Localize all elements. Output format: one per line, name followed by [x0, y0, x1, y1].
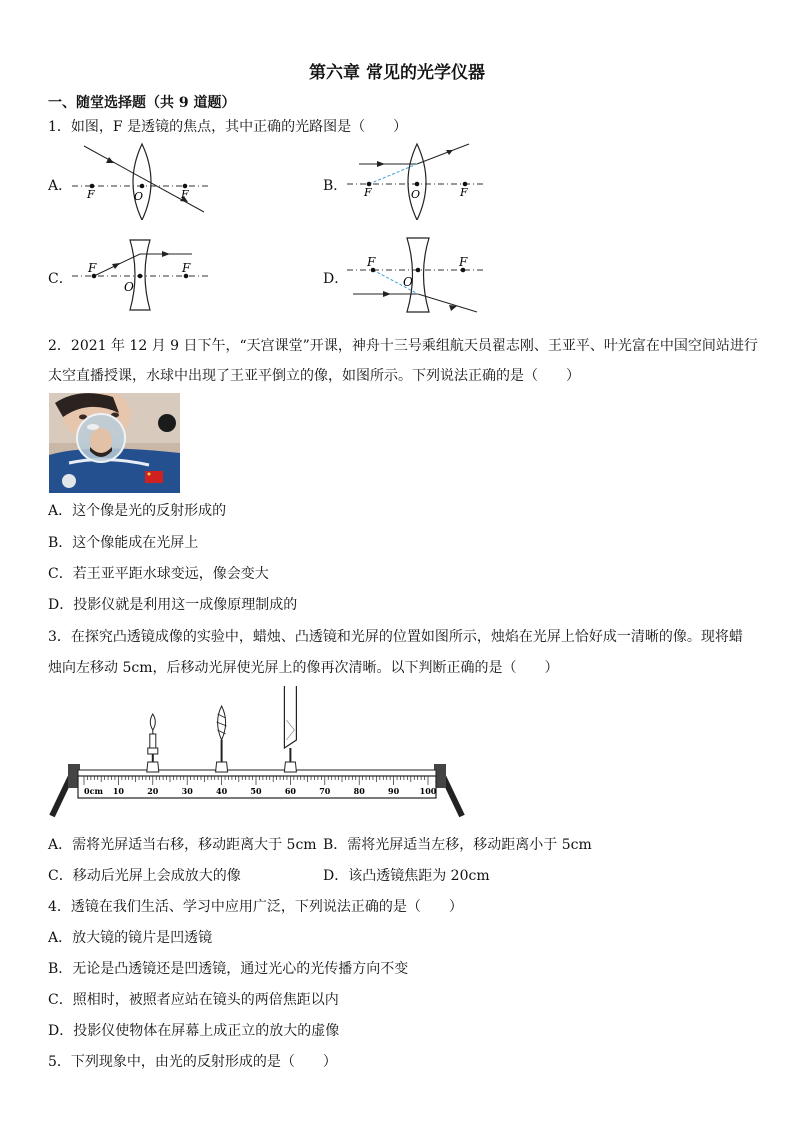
focus-label: F	[181, 188, 189, 201]
q4-option-d: D．投影仪使物体在屏幕上成正立的放大的虚像	[48, 1023, 340, 1039]
focus-label: F	[88, 261, 97, 275]
convex-lens	[133, 144, 151, 220]
ruler-label: 40	[216, 786, 228, 796]
ruler-label: 100	[419, 786, 437, 796]
ruler-label: 80	[353, 786, 365, 796]
focus-label: F	[460, 186, 468, 199]
q3-option-c: C．移动后光屏上会成放大的像	[48, 868, 241, 884]
arrow-icon	[106, 157, 114, 163]
light-ray	[417, 144, 469, 164]
candle	[147, 714, 159, 772]
question-4-stem: 4．透镜在我们生活、学习中应用广泛，下列说法正确的是（ ）	[48, 899, 463, 915]
q1-option-a-label: A．	[48, 178, 73, 194]
q1-diagram-c	[70, 232, 220, 312]
q1-option-d-label: D．	[323, 271, 349, 287]
optical-center	[415, 182, 420, 187]
center-label: O	[124, 280, 134, 294]
ruler-label: 50	[250, 786, 262, 796]
q3-option-d: D．该凸透镜焦距为 20cm	[323, 868, 490, 884]
ruler-label: 70	[319, 786, 331, 796]
optical-center	[416, 268, 421, 273]
light-screen	[284, 686, 296, 772]
question-2-stem-line2: 太空直播授课，水球中出现了王亚平倒立的像，如图所示。下列说法正确的是（ ）	[48, 368, 580, 384]
q1-diagram-a	[70, 140, 220, 220]
q3-option-a: A．需将光屏适当右移，移动距离大于 5cm	[48, 837, 317, 853]
focus-label: F	[364, 186, 372, 199]
question-2-stem-line1: 2．2021 年 12 月 9 日下午，“天宫课堂”开课，神舟十三号乘组航天员翟志刚、王亚平、叶光富在中国空间站进行	[48, 338, 758, 354]
q2-option-b: B．这个像能成在光屏上	[48, 535, 199, 551]
q1-option-b-label: B．	[323, 178, 348, 194]
center-label: O	[134, 190, 144, 203]
optical-center	[138, 274, 143, 279]
convex-lens-holder	[216, 706, 228, 772]
ruler-label: 60	[284, 786, 296, 796]
focus-label: F	[87, 188, 95, 201]
ruler-label: 10	[112, 786, 124, 796]
page-title: 第六章 常见的光学仪器	[309, 63, 485, 83]
focus-label: F	[459, 255, 468, 269]
q1-option-c-label: C．	[48, 271, 73, 287]
q2-option-a: A．这个像是光的反射形成的	[48, 503, 227, 519]
q4-option-a: A．放大镜的镜片是凹透镜	[48, 930, 213, 946]
ruler-label: 20	[147, 786, 159, 796]
ruler-label: 30	[181, 786, 193, 796]
focus-label: F	[182, 261, 191, 275]
arrow-icon	[112, 263, 120, 269]
q1-diagram-b	[345, 140, 495, 220]
optical-bench-diagram	[48, 686, 478, 822]
question-1-stem: 1．如图，F 是透镜的焦点，其中正确的光路图是（ ）	[48, 119, 408, 135]
q2-option-c: C．若王亚平距水球变远，像会变大	[48, 566, 269, 582]
light-ray	[84, 146, 204, 212]
arrow-icon	[162, 251, 170, 257]
ruler-label: 0cm	[84, 786, 103, 796]
focus-label: F	[367, 255, 376, 269]
optical-center	[140, 184, 145, 189]
ruler-label: 90	[388, 786, 400, 796]
center-label: O	[411, 188, 421, 201]
question-3-stem-line1: 3．在探究凸透镜成像的实验中，蜡烛、凸透镜和光屏的位置如图所示，烛焰在光屏上恰好成一清晰的像。现将蜡	[48, 629, 743, 645]
center-label: O	[403, 275, 413, 289]
arrow-icon	[377, 161, 385, 167]
question-5-stem: 5．下列现象中，由光的反射形成的是（ ）	[48, 1054, 337, 1070]
arrow-icon	[449, 305, 457, 311]
section-heading: 一、随堂选择题（共 9 道题）	[48, 95, 236, 111]
q3-option-b: B．需将光屏适当左移，移动距离小于 5cm	[323, 837, 592, 853]
bench-rail	[78, 770, 436, 776]
q2-option-d: D．投影仪就是利用这一成像原理制成的	[48, 597, 298, 613]
q4-option-b: B．无论是凸透镜还是凹透镜，通过光心的光传播方向不变	[48, 961, 409, 977]
question-3-stem-line2: 烛向左移动 5cm，后移动光屏使光屏上的像再次清晰。以下判断正确的是（ ）	[48, 660, 559, 676]
q1-diagram-d	[345, 232, 495, 318]
arrow-icon	[383, 291, 391, 297]
astronaut-water-ball-photo	[49, 393, 180, 493]
q4-option-c: C．照相时，被照者应站在镜头的两倍焦距以内	[48, 992, 339, 1008]
